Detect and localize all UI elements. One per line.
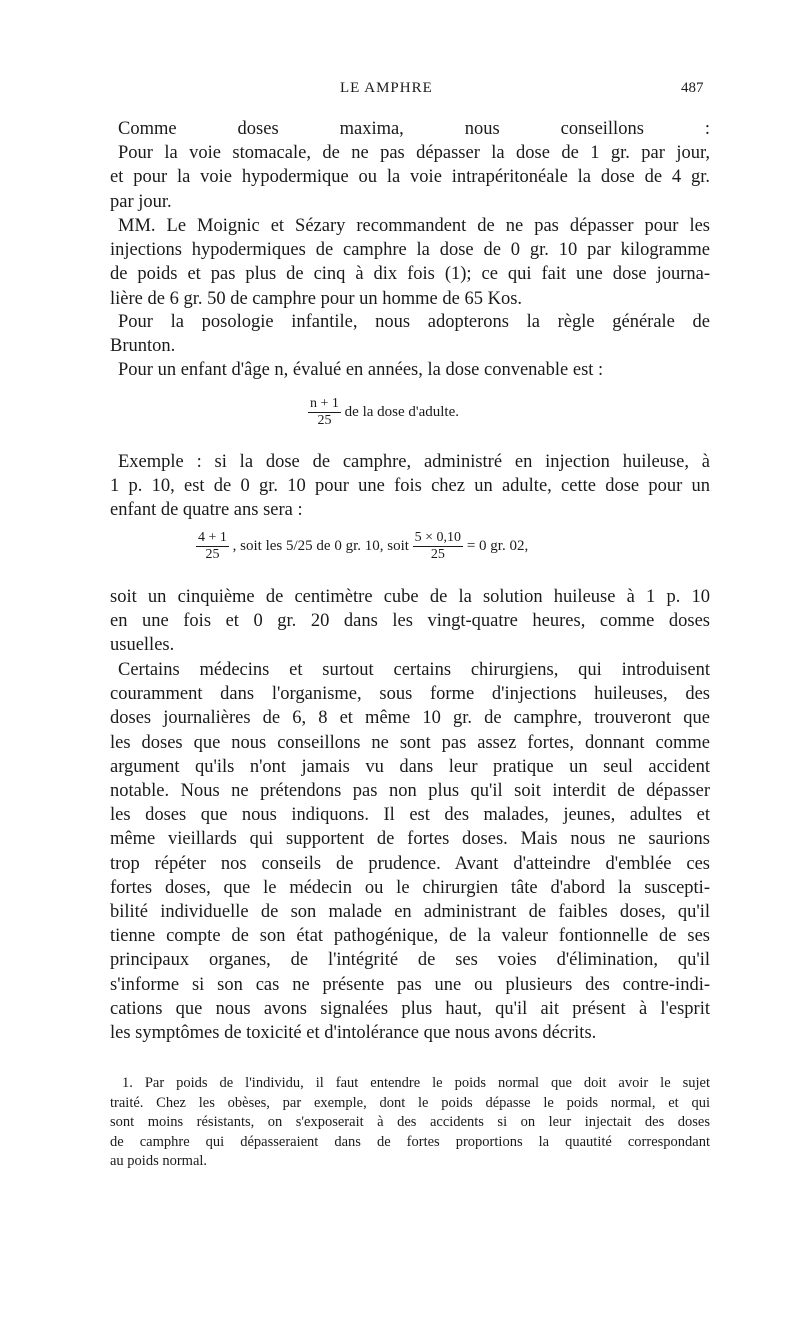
paragraph-surgeons <box>110 658 710 1045</box>
footnote-line: 1. Par poids de l'individu, il faut entendre le poids normal que doit avoir le sujet <box>122 1075 710 1091</box>
formula-text: de la dose d'adulte. <box>344 403 459 420</box>
text-line: soit un cinquième de centimètre cube de la solution huileuse à 1 p. 10 <box>110 587 710 607</box>
text-line: Pour la voie stomacale, de ne pas dépasser la dose de 1 gr. par jour, <box>118 143 710 164</box>
text-line: MM. Le Moignic et Sézary recommandent de ne pas dépasser pour les <box>118 216 710 236</box>
formula-text: , soit les 5/25 de 0 gr. 10, soit <box>232 537 409 554</box>
fraction <box>196 530 229 563</box>
formula-example-calculation <box>196 530 528 563</box>
paragraph-solution <box>110 585 710 658</box>
text-line: bilité individuelle de son malade en administrant de faibles doses, qu'il <box>110 902 710 923</box>
text-line: fortes doses, que le médecin ou le chirurgien tâte d'abord la suscepti- <box>110 877 710 898</box>
text-line: enfant de quatre ans sera : <box>110 500 303 521</box>
text-line: les doses que nous conseillons ne sont pas assez fortes, donnant comme <box>110 732 710 753</box>
text-line: cations que nous avons signalées plus haut, qu'il ait présent à l'esprit <box>110 998 710 1019</box>
text-line: lière de 6 gr. 50 de camphre pour un homme de 65 Kos. <box>110 288 523 309</box>
text-line: les doses que nous indiquons. Il est des malades, jeunes, adultes et <box>110 805 710 826</box>
text-line: Pour la posologie infantile, nous adopterons la règle générale de <box>118 312 710 332</box>
fraction-numerator: n + 1 <box>310 396 339 411</box>
text-line: couramment dans l'organisme, sous forme d'injections huileuses, des <box>110 684 710 705</box>
paragraph-child-age <box>110 358 710 382</box>
text-line: 1 p. 10, est de 0 gr. 10 pour une fois chez un adulte, cette dose pour un <box>110 476 710 497</box>
paragraph-moignic-sezary <box>110 214 710 311</box>
paragraph-posology <box>110 310 710 358</box>
page-number: 487 <box>681 80 704 96</box>
footnote-line: traité. Chez les obèses, par exemple, dont le poids dépasse le poids normal, et qui <box>110 1094 710 1111</box>
text-line: argument qu'ils n'ont jamais vu dans leur pratique un seul accident <box>110 756 710 777</box>
text-line: tienne compte de son état pathogénique, de la valeur fontionnelle de ses <box>110 926 710 947</box>
fraction <box>308 396 341 429</box>
text-line: Comme doses maxima, nous conseillons : <box>118 119 710 139</box>
text-line: Exemple : si la dose de camphre, administré en injection huileuse, à <box>118 452 710 472</box>
fraction <box>413 530 463 563</box>
text-line: de poids et pas plus de cinq à dix fois (1); ce qui fait une dose journa- <box>110 264 710 285</box>
footnote <box>110 1074 710 1172</box>
fraction-denominator: 25 <box>317 413 332 428</box>
text-line: même vieillards qui supportent de fortes doses. Mais nous ne saurions <box>110 829 710 850</box>
footnote-line: au poids normal. <box>110 1153 208 1169</box>
text-line: Pour un enfant d'âge n, évalué en années, la dose convenable est : <box>118 360 604 380</box>
text-line: principaux organes, de l'intégrité de ses voies d'élimination, qu'il <box>110 950 710 971</box>
text-line: et pour la voie hypodermique ou la voie intrapéritonéale la dose de 4 gr. <box>110 167 710 188</box>
text-line: les symptômes de toxicité et d'intolérance que nous avons décrits. <box>110 1023 597 1044</box>
paragraph-example <box>110 450 710 523</box>
footnote-line: sont moins résistants, on s'exposerait à des accidents si on leur injectait des doses <box>110 1114 710 1130</box>
running-title: LE AMPHRE <box>340 80 433 96</box>
formula-brunton <box>308 396 459 429</box>
fraction-denominator: 25 <box>205 547 220 562</box>
text-line: Brunton. <box>110 336 176 357</box>
text-line: injections hypodermiques de camphre la dose de 0 gr. 10 par kilogramme <box>110 240 710 261</box>
text-line: par jour. <box>110 191 172 212</box>
text-line: notable. Nous ne prétendons pas non plus qu'il soit interdit de dépasser <box>110 781 710 802</box>
paragraph-maximum-doses <box>110 117 710 214</box>
footnote-line: de camphre qui dépasseraient dans de fortes proportions la quautité correspondant <box>110 1133 710 1150</box>
text-line: Certains médecins et surtout certains chirurgiens, qui introduisent <box>118 660 710 680</box>
fraction-denominator: 25 <box>430 547 445 562</box>
text-line: s'informe si son cas ne présente pas une ou plusieurs des contre-indi- <box>110 974 710 995</box>
fraction-numerator: 5 × 0,10 <box>414 530 462 545</box>
text-line: usuelles. <box>110 635 175 656</box>
fraction-numerator: 4 + 1 <box>198 530 227 545</box>
formula-result: = 0 gr. 02, <box>466 537 529 554</box>
text-line: trop répéter nos conseils de prudence. Avant d'atteindre d'emblée ces <box>110 853 710 874</box>
text-line: doses journalières de 6, 8 et même 10 gr. de camphre, trouveront que <box>110 708 710 729</box>
text-line: en une fois et 0 gr. 20 dans les vingt-quatre heures, comme doses <box>110 611 710 632</box>
